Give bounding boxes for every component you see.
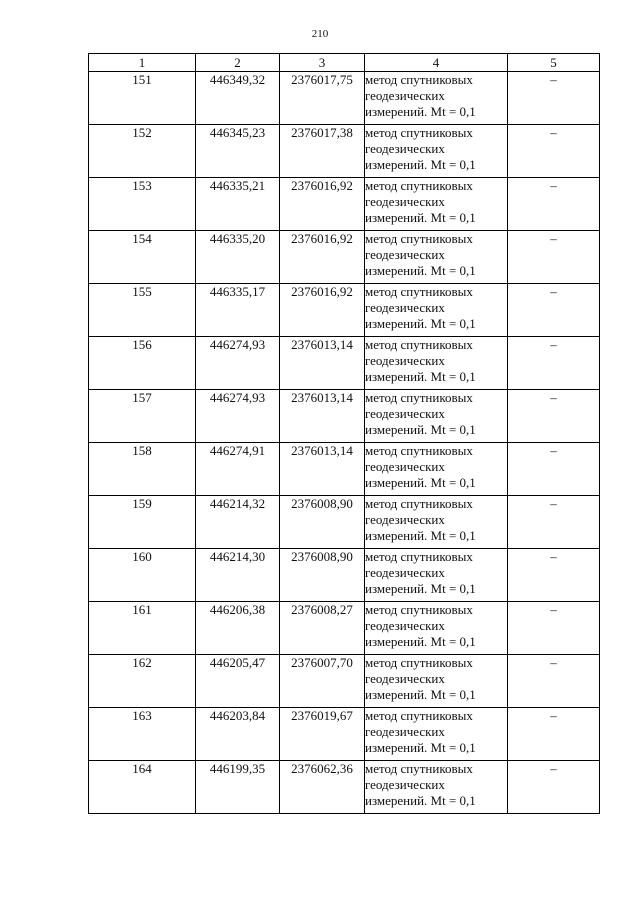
method-description (365, 549, 508, 602)
method-line-2: геодезических (365, 194, 445, 209)
method-description (365, 284, 508, 337)
table-row (89, 125, 600, 178)
x-coordinate: 446345,23 (196, 125, 280, 178)
method-description (365, 337, 508, 390)
method-line-2: геодезических (365, 512, 445, 527)
x-coordinate: 446205,47 (196, 655, 280, 708)
method-description (365, 231, 508, 284)
method-line-3: измерений. Mt = 0,1 (365, 528, 476, 543)
column-5-value: – (508, 496, 600, 549)
table-body (89, 72, 600, 814)
method-line-1: метод спутниковых (365, 178, 473, 193)
table-row (89, 708, 600, 761)
point-number: 153 (89, 178, 196, 231)
y-coordinate: 2376017,75 (280, 72, 365, 125)
method-line-3: измерений. Mt = 0,1 (365, 422, 476, 437)
method-line-3: измерений. Mt = 0,1 (365, 634, 476, 649)
method-description (365, 602, 508, 655)
column-5-value: – (508, 125, 600, 178)
y-coordinate: 2376008,90 (280, 549, 365, 602)
method-description (365, 125, 508, 178)
method-line-2: геодезических (365, 777, 445, 792)
method-line-3: измерений. Mt = 0,1 (365, 316, 476, 331)
table-row (89, 231, 600, 284)
column-5-value: – (508, 708, 600, 761)
table-row (89, 496, 600, 549)
y-coordinate: 2376013,14 (280, 337, 365, 390)
column-5-value: – (508, 761, 600, 814)
method-line-1: метод спутниковых (365, 125, 473, 140)
column-5-value: – (508, 602, 600, 655)
method-line-1: метод спутниковых (365, 708, 473, 723)
x-coordinate: 446335,21 (196, 178, 280, 231)
table-row (89, 549, 600, 602)
point-number: 158 (89, 443, 196, 496)
x-coordinate: 446335,17 (196, 284, 280, 337)
header-col-3: 3 (280, 54, 365, 72)
header-row (89, 54, 600, 72)
point-number: 154 (89, 231, 196, 284)
point-number: 159 (89, 496, 196, 549)
table-row (89, 602, 600, 655)
point-number: 155 (89, 284, 196, 337)
method-line-1: метод спутниковых (365, 549, 473, 564)
method-line-2: геодезических (365, 459, 445, 474)
method-line-2: геодезических (365, 406, 445, 421)
method-line-1: метод спутниковых (365, 602, 473, 617)
column-5-value: – (508, 549, 600, 602)
method-line-1: метод спутниковых (365, 496, 473, 511)
method-description (365, 443, 508, 496)
x-coordinate: 446335,20 (196, 231, 280, 284)
column-5-value: – (508, 390, 600, 443)
method-line-1: метод спутниковых (365, 443, 473, 458)
coordinates-table (88, 53, 600, 814)
method-line-1: метод спутниковых (365, 72, 473, 87)
method-line-2: геодезических (365, 141, 445, 156)
y-coordinate: 2376013,14 (280, 443, 365, 496)
header-col-5: 5 (508, 54, 600, 72)
page-number: 210 (311, 28, 329, 40)
method-line-2: геодезических (365, 88, 445, 103)
method-line-2: геодезических (365, 300, 445, 315)
table-row (89, 443, 600, 496)
method-description (365, 655, 508, 708)
method-line-3: измерений. Mt = 0,1 (365, 263, 476, 278)
method-line-3: измерений. Mt = 0,1 (365, 157, 476, 172)
header-col-1: 1 (89, 54, 196, 72)
x-coordinate: 446274,93 (196, 390, 280, 443)
y-coordinate: 2376017,38 (280, 125, 365, 178)
column-5-value: – (508, 178, 600, 231)
method-line-1: метод спутниковых (365, 390, 473, 405)
y-coordinate: 2376008,27 (280, 602, 365, 655)
y-coordinate: 2376062,36 (280, 761, 365, 814)
table-row (89, 337, 600, 390)
x-coordinate: 446206,38 (196, 602, 280, 655)
method-line-2: геодезических (365, 724, 445, 739)
column-5-value: – (508, 72, 600, 125)
x-coordinate: 446214,32 (196, 496, 280, 549)
method-line-1: метод спутниковых (365, 284, 473, 299)
method-line-3: измерений. Mt = 0,1 (365, 740, 476, 755)
x-coordinate: 446274,93 (196, 337, 280, 390)
method-line-2: геодезических (365, 353, 445, 368)
x-coordinate: 446214,30 (196, 549, 280, 602)
method-description (365, 761, 508, 814)
y-coordinate: 2376016,92 (280, 231, 365, 284)
y-coordinate: 2376016,92 (280, 284, 365, 337)
method-line-2: геодезических (365, 565, 445, 580)
method-line-3: измерений. Mt = 0,1 (365, 210, 476, 225)
method-line-3: измерений. Mt = 0,1 (365, 369, 476, 384)
method-line-3: измерений. Mt = 0,1 (365, 475, 476, 490)
table-row (89, 284, 600, 337)
table-row (89, 655, 600, 708)
method-line-3: измерений. Mt = 0,1 (365, 581, 476, 596)
method-description (365, 708, 508, 761)
point-number: 162 (89, 655, 196, 708)
method-description (365, 178, 508, 231)
point-number: 161 (89, 602, 196, 655)
table-row (89, 72, 600, 125)
y-coordinate: 2376013,14 (280, 390, 365, 443)
method-line-1: метод спутниковых (365, 337, 473, 352)
method-line-1: метод спутниковых (365, 655, 473, 670)
point-number: 164 (89, 761, 196, 814)
method-line-1: метод спутниковых (365, 231, 473, 246)
method-line-2: геодезических (365, 671, 445, 686)
point-number: 152 (89, 125, 196, 178)
column-5-value: – (508, 284, 600, 337)
column-5-value: – (508, 655, 600, 708)
x-coordinate: 446349,32 (196, 72, 280, 125)
method-line-2: геодезических (365, 247, 445, 262)
table-row (89, 390, 600, 443)
column-5-value: – (508, 443, 600, 496)
method-line-1: метод спутниковых (365, 761, 473, 776)
method-description (365, 496, 508, 549)
method-description (365, 72, 508, 125)
table-row (89, 761, 600, 814)
x-coordinate: 446203,84 (196, 708, 280, 761)
method-line-3: измерений. Mt = 0,1 (365, 687, 476, 702)
column-5-value: – (508, 337, 600, 390)
y-coordinate: 2376016,92 (280, 178, 365, 231)
header-col-2: 2 (196, 54, 280, 72)
method-line-3: измерений. Mt = 0,1 (365, 104, 476, 119)
y-coordinate: 2376008,90 (280, 496, 365, 549)
method-description (365, 390, 508, 443)
y-coordinate: 2376019,67 (280, 708, 365, 761)
x-coordinate: 446274,91 (196, 443, 280, 496)
point-number: 151 (89, 72, 196, 125)
point-number: 163 (89, 708, 196, 761)
header-col-4: 4 (365, 54, 508, 72)
column-5-value: – (508, 231, 600, 284)
method-line-2: геодезических (365, 618, 445, 633)
point-number: 160 (89, 549, 196, 602)
point-number: 157 (89, 390, 196, 443)
y-coordinate: 2376007,70 (280, 655, 365, 708)
method-line-3: измерений. Mt = 0,1 (365, 793, 476, 808)
point-number: 156 (89, 337, 196, 390)
x-coordinate: 446199,35 (196, 761, 280, 814)
table-row (89, 178, 600, 231)
